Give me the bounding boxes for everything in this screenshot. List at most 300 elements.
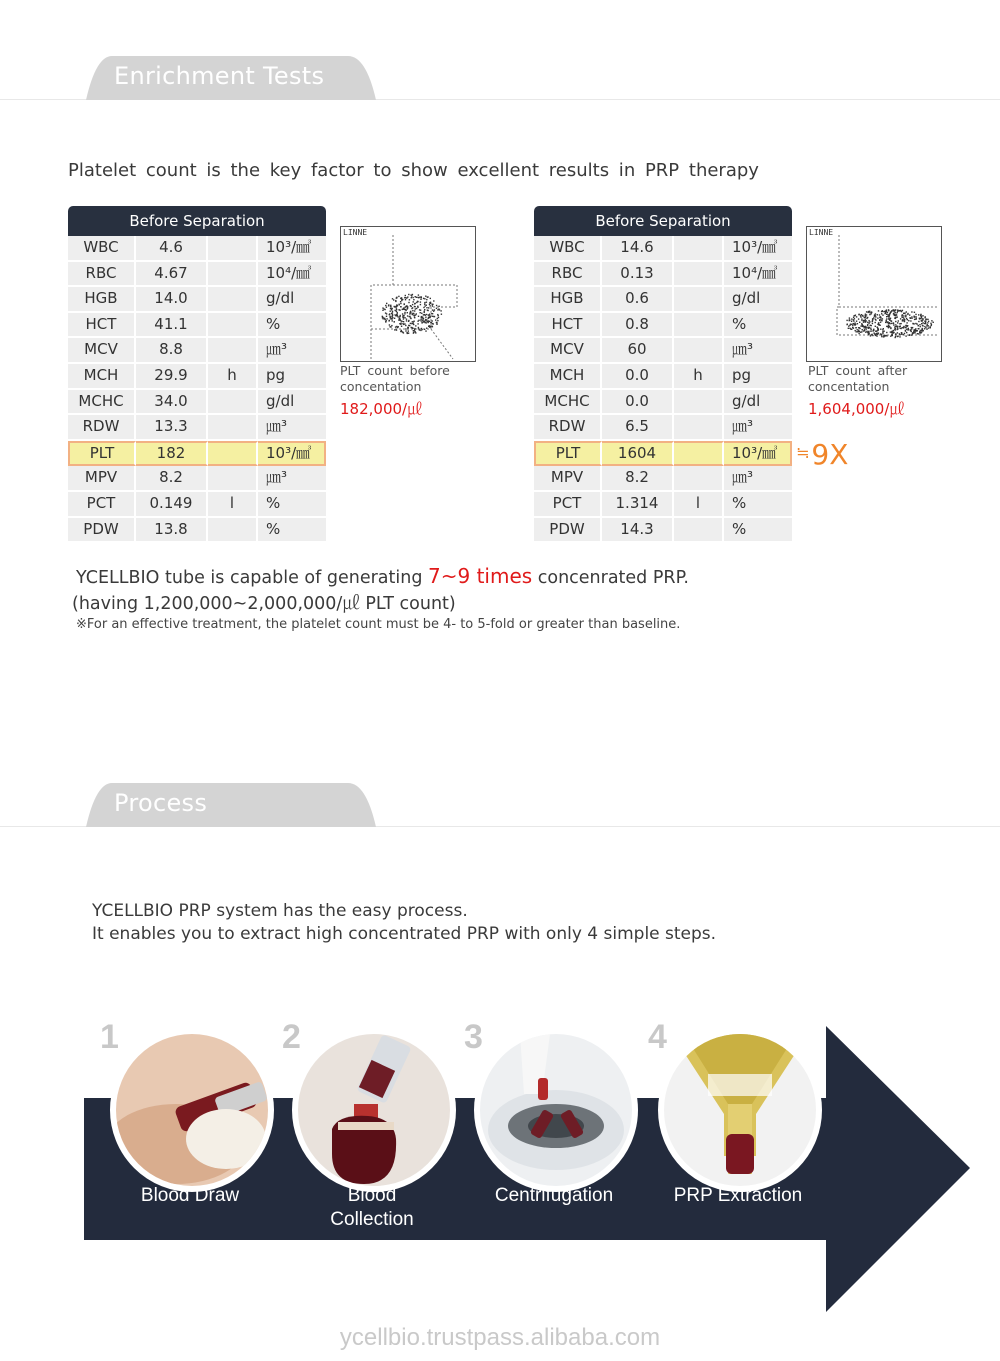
cell-value: 0.13 [602,262,674,288]
scatter-dot [392,320,393,321]
scatter-dot [868,327,869,328]
scatter-dot [915,330,916,331]
table-row-pdw [534,518,792,544]
scatter-dot [846,320,847,321]
scatter-dot [396,307,397,308]
scatter-dot [403,308,404,309]
scatter-dot [433,311,434,312]
cell-value: 1.314 [602,492,674,518]
cell-name: HGB [534,287,602,313]
scatter-dot [890,331,891,332]
cell-flag: h [674,364,724,390]
scatter-dot [849,317,850,318]
blood-table-before [68,206,326,543]
cell-unit: % [258,313,326,339]
scatter-dot [882,318,883,319]
scatter-dot [849,320,850,321]
scatter-dot [875,316,876,317]
scatter-dot [875,322,876,323]
scatter-dot [436,308,437,309]
scatter-dot [902,317,903,318]
cell-value: 13.8 [136,518,208,544]
scatter-dot [406,319,407,320]
scatter-dot [879,325,880,326]
step-label-line: Centrifugation [494,1185,614,1206]
scatter-dot [926,319,927,320]
table-header: Before Separation [68,206,326,236]
scatter-dot [894,310,895,311]
table-row-rdw [68,415,326,441]
scatter-dot [877,324,878,325]
scatter-dot [919,324,920,325]
scatter-dot [895,328,896,329]
scatter-dot [865,319,866,320]
scatter-dot [408,294,409,295]
cell-unit: % [258,518,326,544]
scatter-dot [390,305,391,306]
scatter-dot [883,331,884,332]
scatter-dot [405,299,406,300]
scatter-dot [426,314,427,315]
scatter-dot [914,332,915,333]
scatter-dot [868,323,869,324]
step-label-line: PRP Extraction [673,1185,803,1206]
scatter-dot [395,326,396,327]
scatter-dot [873,332,874,333]
scatter-dot [425,319,426,320]
claim-after: concenrated PRP. [532,568,689,588]
cell-value: 41.1 [136,313,208,339]
scatter-dot [930,323,931,324]
scatter-dot [865,332,866,333]
scatter-dot [865,321,866,322]
scatter-dot [877,318,878,319]
scatter-dot [907,325,908,326]
scatter-dot [855,324,856,325]
scatter-dot [400,331,401,332]
scatter-dot [392,316,393,317]
scatter-dot [399,316,400,317]
scatter-dot [400,298,401,299]
scatter-dot [432,320,433,321]
cell-value: 0.0 [602,364,674,390]
scatter-dot [405,310,406,311]
cell-name: PDW [68,518,136,544]
table-row-plt [534,441,792,467]
scatter-dot [436,305,437,306]
scatter-dot [389,313,390,314]
scatter-dot [911,331,912,332]
scatter-dot [423,307,424,308]
table-row-pdw [68,518,326,544]
scatter-dot [860,325,861,326]
scatter-dot [413,301,414,302]
scatter-dot [415,296,416,297]
scatter-dot [396,297,397,298]
scatter-dot [402,323,403,324]
scatter-dot [418,297,419,298]
scatter-dot [862,316,863,317]
scatter-dot [875,333,876,334]
scatter-dot [900,310,901,311]
scatter-dot [858,331,859,332]
scatter-dot [400,301,401,302]
scatter-dot [886,335,887,336]
scatter-dot [389,324,390,325]
scatter-dot [906,329,907,330]
scatter-dot [902,314,903,315]
scatter-dot [411,297,412,298]
scatter-dot [892,331,893,332]
cell-name: RBC [68,262,136,288]
scatter-dot [400,306,401,307]
scatter-dot [920,326,921,327]
scatter-dot [897,316,898,317]
scatter-dot [391,325,392,326]
scatter-dot [398,304,399,305]
scatter-dot [396,311,397,312]
scatter-dot [920,318,921,319]
scatter-dot [910,318,911,319]
scatter-dot [924,323,925,324]
scatter-dot [854,322,855,323]
cell-name: WBC [534,236,602,262]
scatter-dot [403,315,404,316]
scatter-dot [420,304,421,305]
scatter-dot [882,331,883,332]
scatter-dot [896,314,897,315]
scatter-dot [848,326,849,327]
scatter-dot [406,320,407,321]
scatter-dot [869,312,870,313]
scatter-dot [888,309,889,310]
scatter-dot [897,311,898,312]
cell-unit: 10⁴/㎣ [258,262,326,288]
scatter-dot [431,313,432,314]
scatter-dot [405,325,406,326]
scatter-dot [916,323,917,324]
scatter-dot [879,319,880,320]
section-title: Enrichment Tests [114,62,325,90]
scatter-dot [429,302,430,303]
scatter-dot [425,317,426,318]
cell-value: 0.8 [602,313,674,339]
scatter-dot [886,318,887,319]
table-row-mcv [68,338,326,364]
scatter-dot [884,335,885,336]
scatter-dot [880,322,881,323]
scatter-dot [910,320,911,321]
caption-line: PLT count before [340,363,450,378]
caption-line: concentation [808,379,890,394]
cell-value: 60 [602,338,674,364]
scatter-dot [886,321,887,322]
scatter-dot [899,326,900,327]
scatter-dot [413,321,414,322]
scatter-dot [928,321,929,322]
scatter-dot [872,323,873,324]
scatter-dot [905,325,906,326]
cell-unit: g/dl [258,390,326,416]
scatter-dot [858,318,859,319]
scatter-dots [341,227,474,360]
table-row-mcv [534,338,792,364]
watermark: ycellbio.trustpass.alibaba.com [339,1324,661,1351]
cell-unit: ㎛³ [258,338,326,364]
scatter-dot [438,315,439,316]
step-label [272,1184,472,1232]
scatter-dot [418,327,419,328]
scatter-dot [409,316,410,317]
scatter-dot [407,328,408,329]
cell-value: 4.6 [136,236,208,262]
scatter-dot [412,304,413,305]
scatter-dot [867,322,868,323]
scatter-dot [904,333,905,334]
caption-line: PLT count after [808,363,908,378]
scatter-dot [412,321,413,322]
scatter-dot [391,309,392,310]
cell-value: 29.9 [136,364,208,390]
scatter-dot [903,334,904,335]
cell-flag [674,415,724,441]
scatter-dot [427,310,428,311]
scatter-dot [917,333,918,334]
scatter-dot [392,317,393,318]
scatter-dot [874,314,875,315]
table-row-wbc [68,236,326,262]
scatter-dot [871,311,872,312]
cell-unit: % [724,518,792,544]
scatter-dot [420,319,421,320]
scatter-dot [886,309,887,310]
scatter-dot [420,312,421,313]
scatter-dot [416,308,417,309]
scatter-dot [872,330,873,331]
scatter-dot [906,322,907,323]
step-label [454,1184,654,1208]
scatter-dot [400,303,401,304]
table-row-mpv [68,466,326,492]
scatter-dot [408,321,409,322]
scatter-dot [399,323,400,324]
cell-name: RBC [534,262,602,288]
scatter-dot [920,314,921,315]
cell-flag [674,518,724,544]
scatter-dot [437,320,438,321]
scatter-dot [933,322,934,323]
scatter-dot [912,333,913,334]
scatter-dot [901,332,902,333]
table-row-hct [68,313,326,339]
scatter-dot [859,322,860,323]
scatter-dot [394,329,395,330]
scatter-dot [889,323,890,324]
cell-value: 14.6 [602,236,674,262]
cell-unit: 10³/㎣ [258,441,326,467]
scatter-dot [853,323,854,324]
scatter-dot [877,327,878,328]
scatter-dot [893,313,894,314]
scatter-dot [402,316,403,317]
scatter-dot [891,321,892,322]
scatter-dot [921,323,922,324]
scatter-dot [403,318,404,319]
scatter-dot [858,330,859,331]
scatter-dot [875,319,876,320]
scatter-dot [426,319,427,320]
scatter-dot [909,314,910,315]
scatter-dot [879,314,880,315]
cell-unit: pg [724,364,792,390]
scatter-dot [408,302,409,303]
scatter-dot [428,317,429,318]
scatter-dot [902,319,903,320]
scatter-dot [421,296,422,297]
scatter-dot [432,305,433,306]
scatter-dot [873,329,874,330]
scatter-dot [438,317,439,318]
scatter-dot [438,306,439,307]
scatter-dot [924,328,925,329]
scatter-dot [408,330,409,331]
scatter-dot [425,296,426,297]
scatter-dot [413,313,414,314]
scatter-dot [415,325,416,326]
scatter-dot [880,329,881,330]
cell-value: 1604 [602,441,674,467]
scatter-dot [414,306,415,307]
scatter-dot [429,314,430,315]
scatter-dot [388,320,389,321]
scatter-dot [429,304,430,305]
scatter-dot [911,311,912,312]
scatter-dot [398,296,399,297]
scatter-dot [856,321,857,322]
scatter-dot [878,310,879,311]
scatter-dot [394,321,395,322]
scatter-dot [914,319,915,320]
cell-flag [674,466,724,492]
scatter-dot [404,317,405,318]
cell-value: 14.0 [136,287,208,313]
scatter-dot [426,305,427,306]
scatter-dot [872,335,873,336]
scatter-dot [900,318,901,319]
cell-name: MPV [68,466,136,492]
scatter-dot [863,320,864,321]
cell-flag [208,287,258,313]
step-number: 4 [648,1018,667,1056]
cell-value: 182 [136,441,208,467]
scatter-dot [922,315,923,316]
cell-flag [208,518,258,544]
scatter-dot [424,329,425,330]
scatter-dot [871,325,872,326]
scatter-dot [907,313,908,314]
cell-name: HGB [68,287,136,313]
scatter-dot [394,306,395,307]
scatter-dot [402,313,403,314]
scatter-dot [870,329,871,330]
scatter-dot [420,330,421,331]
cell-unit: 10³/㎣ [724,236,792,262]
scatter-dot [882,315,883,316]
scatter-dot [905,330,906,331]
cell-flag [674,441,724,467]
scatter-dot [870,335,871,336]
scatter-dot [386,316,387,317]
scatter-dot [853,317,854,318]
scatter-dot [918,321,919,322]
scatter-dot [918,325,919,326]
table-row-wbc [534,236,792,262]
scatter-dot [888,316,889,317]
plt-count-before: 182,000/㎕ [340,400,423,418]
scatter-dot [909,334,910,335]
scatter-dot [869,314,870,315]
scatter-dot [911,318,912,319]
scatter-dot [393,299,394,300]
scatter-dot [421,329,422,330]
scatter-dot [926,325,927,326]
scatter-dot [424,309,425,310]
table-row-rbc [534,262,792,288]
scatter-dot [912,327,913,328]
scatter-dot [857,329,858,330]
scatter-dot [899,333,900,334]
table-row-rbc [68,262,326,288]
scatter-dot [893,324,894,325]
scatter-dot [902,327,903,328]
scatter-dot [419,329,420,330]
scatter-dot [412,310,413,311]
scatter-dot [407,296,408,297]
scatter-dot [407,306,408,307]
scatter-dot [410,305,411,306]
scatter-dot [915,314,916,315]
cell-name: RDW [534,415,602,441]
cell-unit: g/dl [724,390,792,416]
scatter-dot [433,323,434,324]
scatter-dot [420,320,421,321]
scatter-dot [899,323,900,324]
scatter-dot [903,315,904,316]
scatter-dot [392,311,393,312]
scatter-dot [929,327,930,328]
scatter-dot [865,315,866,316]
scatter-dot [436,324,437,325]
scatter-dot [888,318,889,319]
process-line-2: It enables you to extract high concentrated PRP with only 4 simple steps. [92,924,717,944]
cell-name: HCT [534,313,602,339]
scatter-dot [894,315,895,316]
cell-name: MCV [534,338,602,364]
cell-flag [208,441,258,467]
cell-flag [674,262,724,288]
scatter-dot [399,318,400,319]
scatter-dot [910,329,911,330]
scatter-dot [925,323,926,324]
scatter-dot [852,325,853,326]
scatter-dot [862,329,863,330]
scatter-dot [851,318,852,319]
fold-increase [796,438,848,471]
scatter-dot [390,318,391,319]
scatter-dot [437,318,438,319]
scatter-dot [382,307,383,308]
scatter-dot [899,336,900,337]
